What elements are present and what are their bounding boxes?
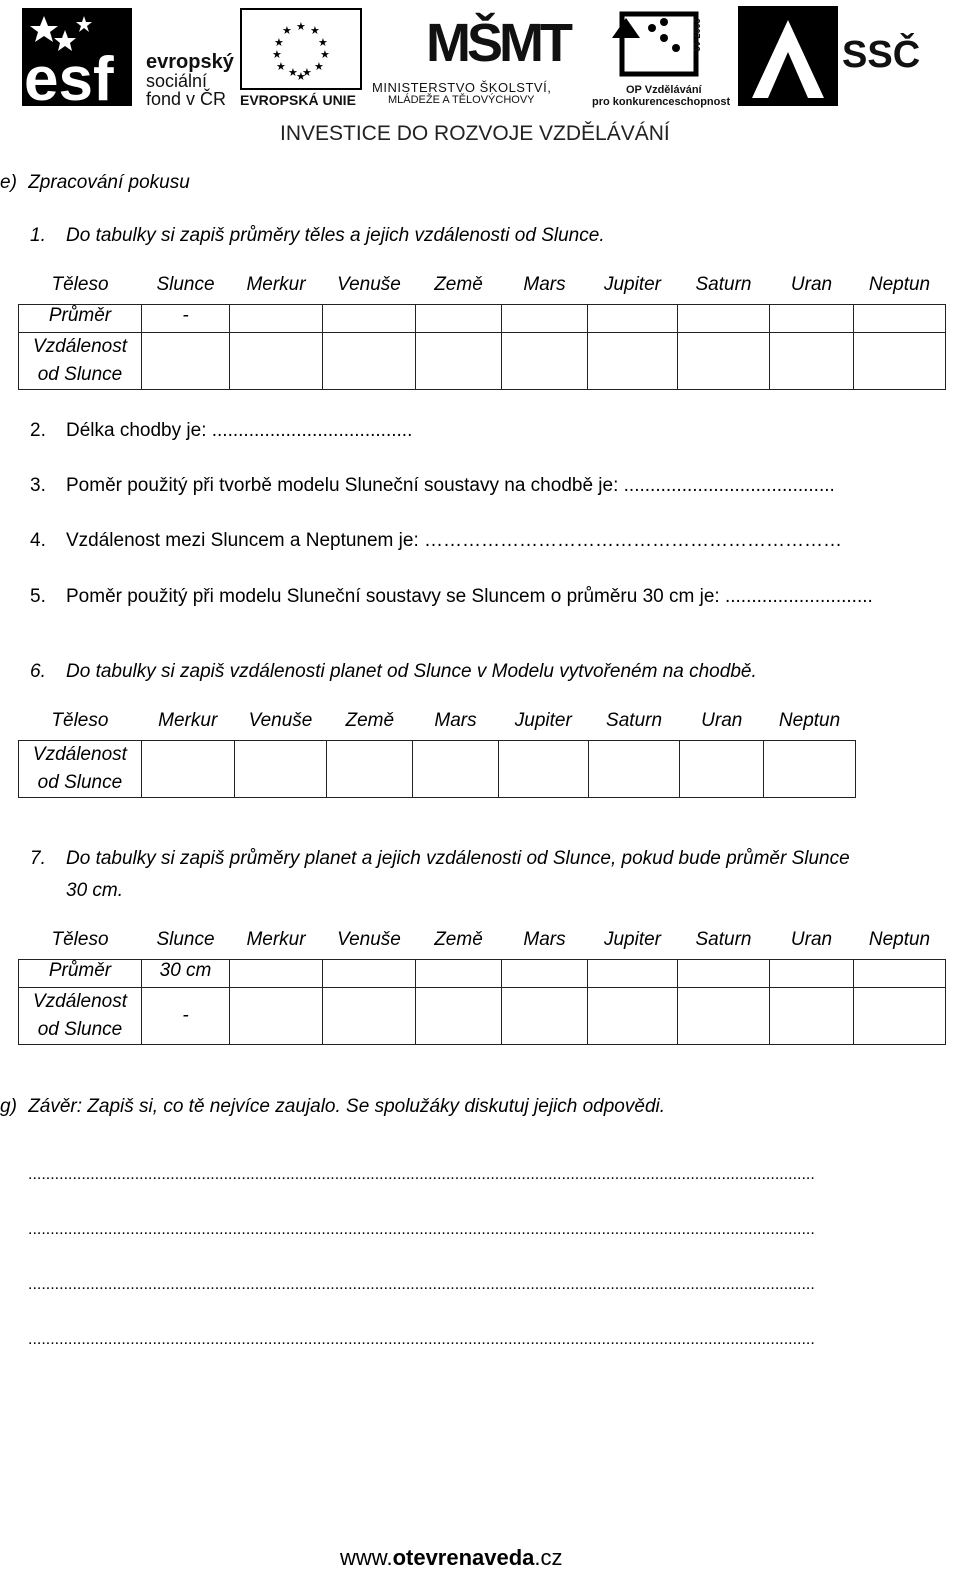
svg-text:★: ★ (272, 48, 282, 61)
item-3-num: 3. (30, 475, 46, 496)
answer-cell[interactable] (230, 987, 323, 1044)
item-6 (30, 661, 757, 683)
answer-cell[interactable] (502, 332, 588, 389)
answer-cell[interactable] (323, 304, 416, 332)
answer-cell[interactable] (416, 332, 502, 389)
answer-cell[interactable] (588, 959, 678, 987)
answer-lines (28, 1166, 932, 1386)
msmt-line2: MLÁDEŽE A TĚLOVÝCHOVY (388, 94, 535, 106)
item-4-text: Vzdálenost mezi Sluncem a Neptunem je: ………………………………………………………… (66, 530, 843, 551)
table-cell: Těleso (19, 274, 142, 304)
table-2-row-distance (19, 740, 856, 797)
table-cell: od Slunce (37, 771, 123, 793)
esf-logo (22, 8, 234, 108)
table-cell: Těleso (19, 710, 142, 740)
table-1-header-row (19, 274, 946, 304)
table-cell: - (142, 987, 230, 1044)
answer-cell[interactable] (588, 332, 678, 389)
item-2 (30, 420, 413, 442)
footer-prefix: www. (340, 1545, 393, 1570)
item-1-text: Do tabulky si zapiš průměry těles a jejich vzdálenosti od Slunce. (66, 225, 605, 246)
answer-line[interactable]: ................................................................................................................................................................................. (28, 1166, 815, 1183)
answer-cell[interactable] (680, 740, 764, 797)
footer-domain: otevrenaveda (392, 1545, 535, 1570)
msmt-line1: MINISTERSTVO ŠKOLSTVÍ, (372, 80, 552, 95)
item-4-num: 4. (30, 530, 46, 551)
answer-cell[interactable] (854, 332, 946, 389)
item-2-text: Délka chodby je: ...................................... (66, 420, 413, 441)
ssc-mark-icon (738, 6, 838, 106)
table-cell: Země (416, 929, 502, 959)
table-cell: Uran (770, 929, 854, 959)
answer-cell[interactable] (770, 959, 854, 987)
table-2 (18, 710, 856, 798)
answer-cell[interactable] (770, 987, 854, 1044)
answer-cell[interactable] (502, 304, 588, 332)
ssc-logo (738, 6, 921, 110)
esf-line1: evropský (146, 51, 234, 73)
section-g-label: g) (0, 1096, 17, 1117)
esf-line3: fond v ČR (146, 89, 227, 109)
answer-cell[interactable] (764, 740, 856, 797)
table-cell: Neptun (764, 710, 856, 740)
answer-cell[interactable] (416, 959, 502, 987)
table-cell: Mars (413, 710, 499, 740)
table-cell: Neptun (854, 274, 946, 304)
answer-cell[interactable] (323, 959, 416, 987)
item-7 (30, 848, 850, 870)
answer-cell[interactable] (498, 740, 588, 797)
section-e-heading (0, 172, 190, 194)
answer-cell[interactable] (234, 740, 327, 797)
answer-line[interactable]: ................................................................................................................................................................................. (28, 1331, 815, 1348)
op-logo (592, 8, 732, 108)
svg-text:★: ★ (318, 36, 328, 49)
footer-url[interactable] (340, 1545, 563, 1571)
answer-cell[interactable] (416, 987, 502, 1044)
esf-line2: sociální (146, 71, 208, 91)
table-cell: Saturn (588, 710, 680, 740)
svg-text:★: ★ (314, 60, 324, 73)
answer-line[interactable]: ................................................................................................................................................................................. (28, 1221, 815, 1238)
item-4 (30, 530, 843, 552)
svg-text:★: ★ (320, 48, 330, 61)
section-e-label: e) (0, 172, 17, 193)
answer-cell[interactable] (230, 959, 323, 987)
table-cell: Jupiter (498, 710, 588, 740)
item-3-text: Poměr použitý při tvorbě modelu Sluneční soustavy na chodbě je: ........................................ (66, 475, 835, 496)
item-6-num: 6. (30, 661, 46, 682)
table-cell: Mars (502, 929, 588, 959)
answer-cell[interactable] (502, 987, 588, 1044)
table-cell: Průměr (19, 959, 142, 987)
op-line1: OP Vzdělávání (626, 84, 702, 96)
svg-text:★: ★ (310, 24, 320, 37)
eu-caption: EVROPSKÁ UNIE (240, 92, 356, 108)
table-cell: Merkur (141, 710, 234, 740)
answer-cell[interactable] (141, 740, 234, 797)
item-7-num: 7. (30, 848, 46, 869)
answer-cell[interactable] (854, 304, 946, 332)
svg-text:★: ★ (296, 20, 306, 33)
section-e-title: Zpracování pokusu (28, 172, 190, 193)
answer-cell[interactable] (230, 304, 323, 332)
table-1-row-diameter (19, 304, 946, 332)
table-cell: Slunce (142, 929, 230, 959)
answer-line[interactable]: ................................................................................................................................................................................. (28, 1276, 815, 1293)
table-cell: Venuše (234, 710, 327, 740)
table-cell: Jupiter (588, 274, 678, 304)
table-cell: Uran (680, 710, 764, 740)
table-cell: Venuše (323, 274, 416, 304)
answer-cell[interactable] (142, 332, 230, 389)
answer-cell[interactable] (678, 332, 770, 389)
item-3 (30, 475, 835, 497)
answer-cell[interactable] (678, 304, 770, 332)
op-line2: pro konkurenceschopnost (592, 96, 731, 108)
table-cell: Těleso (19, 929, 142, 959)
msmt-logo (372, 8, 584, 108)
table-cell: Země (327, 710, 413, 740)
answer-cell[interactable] (678, 987, 770, 1044)
eu-flag-icon (240, 8, 362, 90)
answer-cell[interactable] (678, 959, 770, 987)
op-mark-icon (612, 8, 732, 84)
table-cell: Průměr (19, 304, 142, 332)
answer-cell[interactable] (588, 987, 678, 1044)
item-6-text: Do tabulky si zapiš vzdálenosti planet od Slunce v Modelu vytvořeném na chodbě. (66, 661, 757, 682)
answer-cell[interactable] (588, 304, 678, 332)
item-7-text-b: 30 cm. (66, 880, 124, 901)
answer-cell[interactable] (770, 332, 854, 389)
item-5-num: 5. (30, 586, 46, 607)
investice-tagline: INVESTICE DO ROZVOJE VZDĚLÁVÁNÍ (280, 122, 670, 145)
table-cell: Neptun (854, 929, 946, 959)
table-cell: Vzdálenost (32, 990, 127, 1012)
svg-text:★: ★ (302, 66, 312, 79)
answer-cell[interactable] (323, 987, 416, 1044)
table-cell: Mars (502, 274, 588, 304)
table-cell: Slunce (142, 274, 230, 304)
table-cell: Saturn (678, 929, 770, 959)
svg-text:★: ★ (288, 66, 298, 79)
table-cell: od Slunce (37, 363, 123, 385)
op-years: 2007-13 (691, 18, 702, 52)
answer-cell[interactable] (413, 740, 499, 797)
table-cell: Jupiter (588, 929, 678, 959)
table-row-label (19, 740, 142, 797)
table-1-row-distance (19, 332, 946, 389)
svg-text:★: ★ (282, 24, 292, 37)
ssc-mark-text: SSČ (842, 34, 921, 76)
esf-mark-text: esf (24, 45, 114, 108)
footer-suffix: .cz (534, 1545, 563, 1570)
table-1 (18, 274, 946, 390)
table-cell: Merkur (230, 929, 323, 959)
answer-cell[interactable] (327, 740, 413, 797)
table-3-row-diameter (19, 959, 946, 987)
answer-cell[interactable] (323, 332, 416, 389)
answer-cell[interactable] (588, 740, 680, 797)
section-g-title: Závěr: Zapiš si, co tě nejvíce zaujalo. Se spolužáky diskutuj jejich odpovědi. (28, 1096, 666, 1117)
answer-cell[interactable] (854, 987, 946, 1044)
section-g-heading (0, 1096, 665, 1118)
table-2-header-row (19, 710, 856, 740)
table-row-label (19, 332, 142, 389)
msmt-mark: MŠMT (426, 13, 569, 73)
answer-cell[interactable] (854, 959, 946, 987)
table-cell: - (142, 304, 230, 332)
svg-text:★: ★ (274, 36, 284, 49)
table-row-label (19, 987, 142, 1044)
table-cell: 30 cm (142, 959, 230, 987)
table-cell: Vzdálenost (32, 743, 127, 765)
table-cell: od Slunce (37, 1018, 123, 1040)
answer-cell[interactable] (416, 304, 502, 332)
item-7-text-a: Do tabulky si zapiš průměry planet a jejich vzdálenosti od Slunce, pokud bude průměr Slunce (66, 848, 850, 869)
table-cell: Vzdálenost (32, 335, 127, 357)
item-1 (30, 225, 605, 247)
answer-cell[interactable] (230, 332, 323, 389)
table-cell: Země (416, 274, 502, 304)
item-1-num: 1. (30, 225, 46, 246)
item-5-text: Poměr použitý při modelu Sluneční soustavy se Sluncem o průměru 30 cm je: ............................ (66, 586, 873, 607)
table-3 (18, 929, 946, 1045)
answer-cell[interactable] (770, 304, 854, 332)
table-cell: Merkur (230, 274, 323, 304)
svg-text:★: ★ (296, 70, 306, 83)
table-cell: Venuše (323, 929, 416, 959)
svg-text:★: ★ (276, 60, 286, 73)
table-3-header-row (19, 929, 946, 959)
table-cell: Saturn (678, 274, 770, 304)
table-3-row-distance (19, 987, 946, 1044)
item-5 (30, 586, 873, 608)
item-2-num: 2. (30, 420, 46, 441)
answer-cell[interactable] (502, 959, 588, 987)
esf-mark-icon (22, 8, 142, 108)
table-cell: Uran (770, 274, 854, 304)
eu-logo (240, 8, 364, 108)
